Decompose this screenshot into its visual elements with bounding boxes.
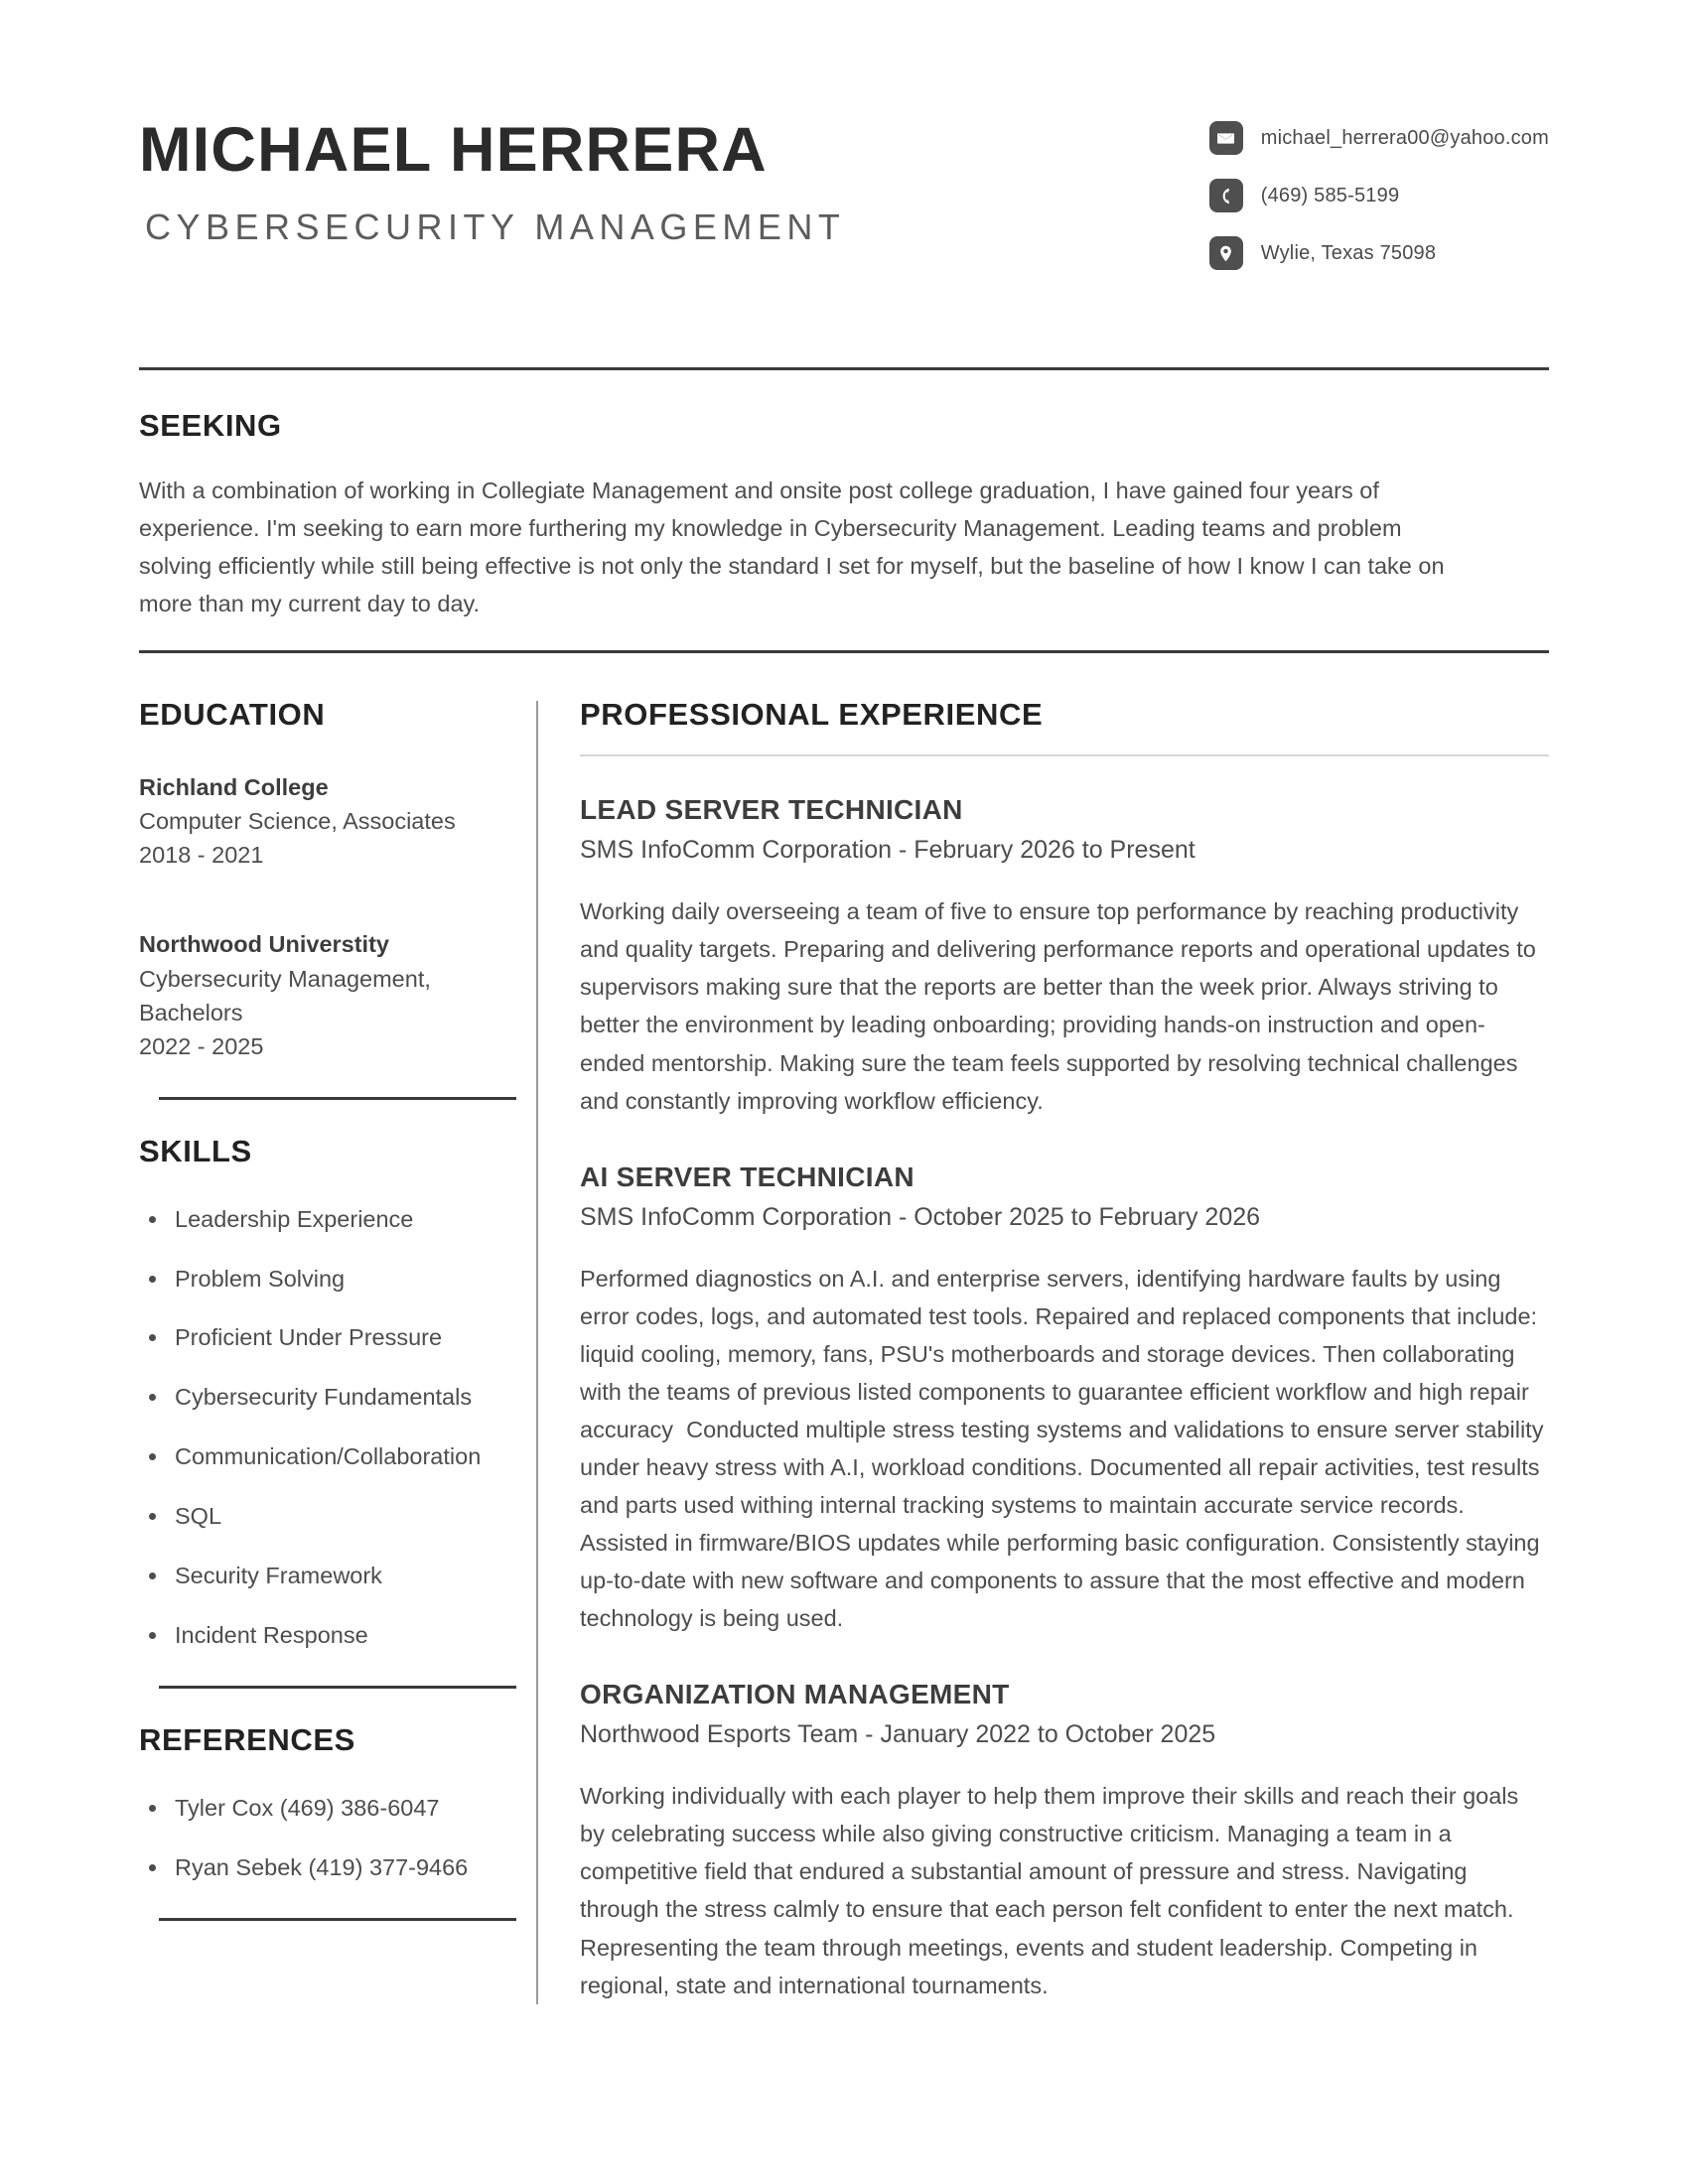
job-role: AI SERVER TECHNICIAN xyxy=(580,1160,914,1192)
experience-entry xyxy=(580,792,1549,1119)
list-item: Communication/Collaboration xyxy=(139,1440,502,1473)
education-program-cont: Bachelors xyxy=(139,999,243,1025)
skills-heading: SKILLS xyxy=(139,1133,252,1168)
identity-block xyxy=(139,99,845,248)
education-program: Cybersecurity Management, xyxy=(139,965,431,992)
resume-header xyxy=(139,0,1549,270)
phone-icon xyxy=(1209,179,1243,212)
education-entry xyxy=(139,927,502,1062)
envelope-icon xyxy=(1209,121,1243,155)
references-heading: REFERENCES xyxy=(139,1721,355,1757)
contact-item-email[interactable] xyxy=(1209,121,1549,155)
education-years: 2018 - 2021 xyxy=(139,842,264,869)
job-company-dates: SMS InfoComm Corporation - October 2025 to February 2026 xyxy=(580,1202,1261,1231)
experience-divider xyxy=(580,754,1549,756)
right-column xyxy=(538,697,1549,2003)
list-item: Proficient Under Pressure xyxy=(139,1321,502,1354)
education-heading: EDUCATION xyxy=(139,697,326,733)
job-company-dates: SMS InfoComm Corporation - February 2026 to Present xyxy=(580,836,1196,865)
skills-list xyxy=(139,1203,502,1652)
experience-entry xyxy=(580,1677,1549,2003)
experience-heading: PROFESSIONAL EXPERIENCE xyxy=(580,697,1044,733)
job-company-dates: Northwood Esports Team - January 2022 to October 2025 xyxy=(580,1720,1216,1749)
education-years: 2022 - 2025 xyxy=(139,1032,264,1059)
experience-entry xyxy=(580,1160,1549,1638)
job-description: Working daily overseeing a team of five to ensure top performance by reaching productivity and quality targets. Preparing and delivering performance reports and operational updates to supervisors making sure that the reports are better than the week prior. Always striving to better the environment by leading onboarding; providing hands-on instruction and open-ended mentorship. Making sure the team feels supported by resolving technical challenges and constantly improving workflow efficiency. xyxy=(580,898,1543,1114)
seeking-divider xyxy=(139,650,1549,653)
list-item: SQL xyxy=(139,1500,502,1533)
list-item: Leadership Experience xyxy=(139,1203,502,1236)
contact-list xyxy=(1209,99,1549,270)
list-item: Ryan Sebek (419) 377-9466 xyxy=(139,1851,502,1884)
location-pin-icon xyxy=(1209,236,1243,270)
list-item: Cybersecurity Fundamentals xyxy=(139,1381,502,1414)
seeking-heading: SEEKING xyxy=(139,408,282,443)
header-divider xyxy=(139,367,1549,370)
references-divider xyxy=(159,1918,516,1921)
education-program: Computer Science, Associates xyxy=(139,808,456,835)
job-description: Performed diagnostics on A.I. and enterprise servers, identifying hardware faults by using error codes, logs, and automated test tools. Repaired and replaced components that include: liquid cooling, memory, fans, PSU's motherboards and storage devices. Then collaborating with the teams of previous listed components to guarantee efficient workflow and high repair accuracy Conducted multiple stress testing systems and validations to ensure server stability under heavy stress with A.I, workload conditions. Documented all repair activities, test results and parts used withing internal tracking systems to maintain accurate service records. Assisted in firmware/BIOS updates while performing basic configuration. Consistently staying up-to-date with new software and components to assure that the most effective and modern technology is being used. xyxy=(580,1265,1550,1632)
contact-item-phone[interactable] xyxy=(1209,179,1400,212)
skills-divider xyxy=(159,1686,516,1689)
contact-email-text: michael_herrera00@yahoo.com xyxy=(1260,126,1549,149)
seeking-body: With a combination of working in Collegiate Management and onsite post college graduation, I have gained four years of experience. I'm seeking to earn more furthering my knowledge in Cybersecurity Management. Leading teams and problem solving efficiently while still being effective is not only the standard I set for myself, but the baseline of how I know I can take on more than my current day to day. xyxy=(139,478,1445,617)
list-item: Security Framework xyxy=(139,1560,502,1592)
education-school: Richland College xyxy=(139,774,329,801)
list-item: Tyler Cox (469) 386-6047 xyxy=(139,1792,502,1825)
education-divider xyxy=(159,1097,516,1100)
page-title: MICHAEL HERRERA xyxy=(139,115,768,185)
contact-phone-text: (469) 585-5199 xyxy=(1260,184,1400,206)
left-column xyxy=(139,697,536,2003)
job-role: LEAD SERVER TECHNICIAN xyxy=(580,794,963,826)
contact-location-text: Wylie, Texas 75098 xyxy=(1260,241,1437,264)
education-school: Northwood Universtity xyxy=(139,931,389,958)
education-entry xyxy=(139,770,502,872)
job-role: ORGANIZATION MANAGEMENT xyxy=(580,1679,1010,1710)
list-item: Incident Response xyxy=(139,1619,502,1652)
references-list xyxy=(139,1792,502,1884)
contact-item-location[interactable] xyxy=(1209,236,1436,270)
body-columns xyxy=(139,697,1549,2003)
professional-headline: CYBERSECURITY MANAGEMENT xyxy=(145,206,846,248)
seeking-section xyxy=(139,408,1549,622)
list-item: Problem Solving xyxy=(139,1263,502,1296)
job-description: Working individually with each player to help them improve their skills and reach their goals by celebrating success while also giving constructive criticism. Managing a team in a competitive field that endured a substantial amount of pressure and stress. Navigating through the stress calmly to ensure that each person felt confident to enter the next match. Representing the team through meetings, events and student leadership. Competing in regional, state and international tournaments. xyxy=(580,1783,1525,1998)
